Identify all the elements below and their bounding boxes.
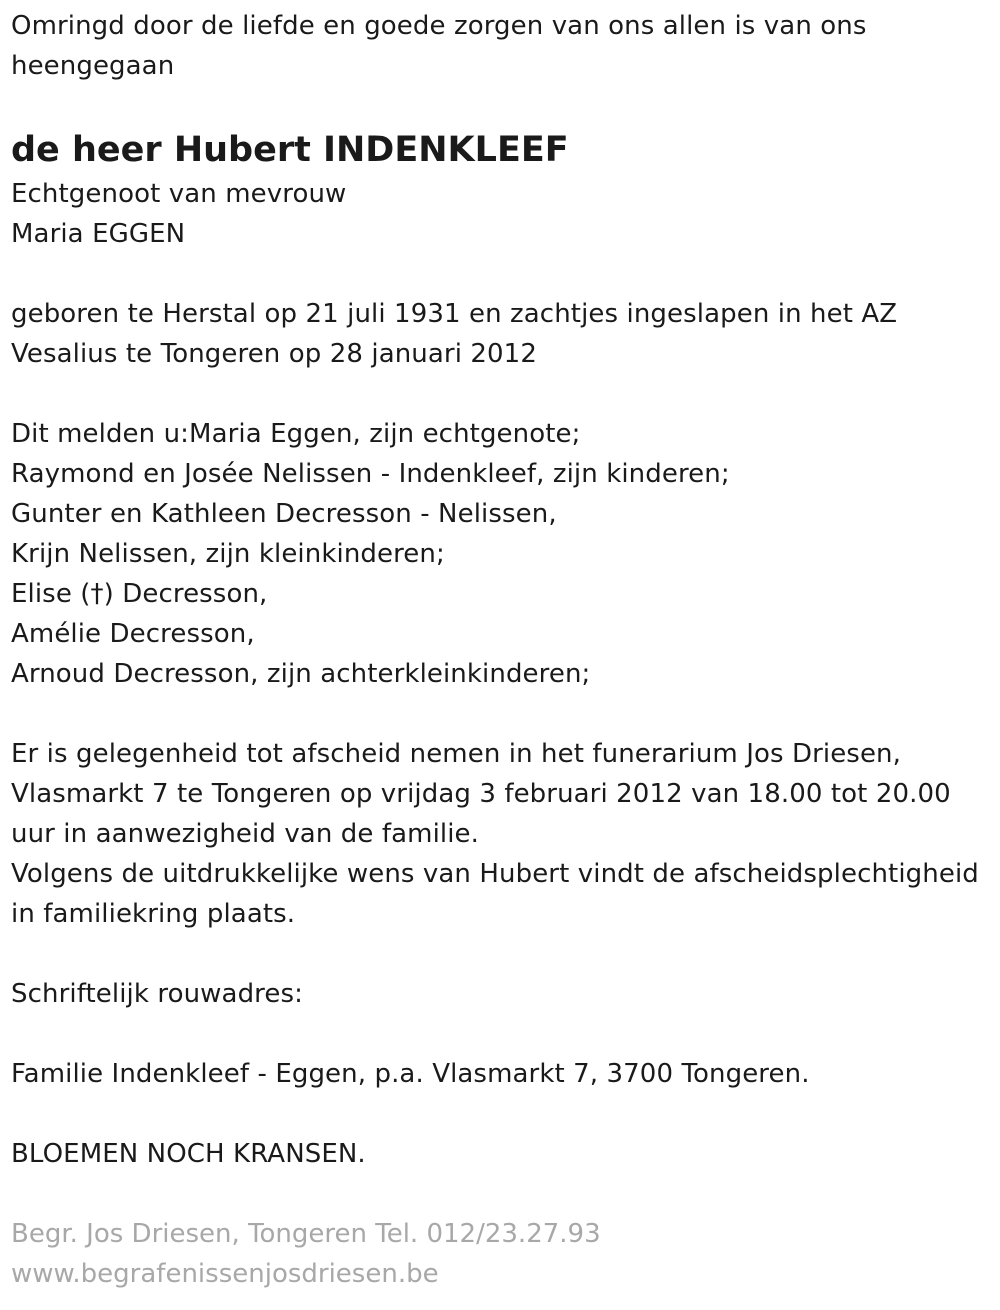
- farewell-line: Er is gelegenheid tot afscheid nemen in het funerarium Jos Driesen,: [11, 739, 901, 769]
- spouse-info: [11, 174, 991, 254]
- spacer: [11, 374, 991, 414]
- farewell-line: Vlasmarkt 7 te Tongeren op vrijdag 3 februari 2012 van 18.00 tot 20.00: [11, 779, 951, 809]
- undertaker-footer: [11, 1214, 991, 1294]
- family-line: Dit melden u:Maria Eggen, zijn echtgenote;: [11, 419, 581, 449]
- farewell-line: in familiekring plaats.: [11, 899, 296, 929]
- flowers-notice: BLOEMEN NOCH KRANSEN.: [11, 1139, 366, 1169]
- intro-text: [11, 6, 991, 86]
- family-line: Gunter en Kathleen Decresson - Nelissen,: [11, 499, 557, 529]
- intro-line: heengegaan: [11, 51, 175, 81]
- spacer: [11, 934, 991, 974]
- family-line: Arnoud Decresson, zijn achterkleinkinderen;: [11, 659, 591, 689]
- family-line: Elise (†) Decresson,: [11, 579, 268, 609]
- birth-death-info: [11, 294, 991, 374]
- farewell-info: [11, 734, 991, 934]
- birth-death-line: geboren te Herstal op 21 juli 1931 en zachtjes ingeslapen in het AZ: [11, 299, 898, 329]
- family-line: Raymond en Josée Nelissen - Indenkleef, zijn kinderen;: [11, 459, 730, 489]
- family-list: [11, 414, 991, 694]
- deceased-name: de heer Hubert INDENKLEEF: [11, 130, 569, 170]
- intro-line: Omringd door de liefde en goede zorgen van ons allen is van ons: [11, 11, 867, 41]
- undertaker-contact: Begr. Jos Driesen, Tongeren Tel. 012/23.27.93: [11, 1219, 601, 1249]
- address-value: Familie Indenkleef - Eggen, p.a. Vlasmarkt 7, 3700 Tongeren.: [11, 1059, 810, 1089]
- spouse-name: Maria EGGEN: [11, 219, 186, 249]
- undertaker-website: www.begrafenissenjosdriesen.be: [11, 1259, 439, 1289]
- farewell-line: uur in aanwezigheid van de familie.: [11, 819, 479, 849]
- spacer: [11, 694, 991, 734]
- spacer: [11, 1094, 991, 1134]
- spouse-line: Echtgenoot van mevrouw: [11, 179, 347, 209]
- spacer: [11, 1014, 991, 1054]
- farewell-line: Volgens de uitdrukkelijke wens van Hubert vindt de afscheidsplechtigheid: [11, 859, 979, 889]
- family-line: Amélie Decresson,: [11, 619, 255, 649]
- address-label: Schriftelijk rouwadres:: [11, 979, 303, 1009]
- birth-death-line: Vesalius te Tongeren op 28 januari 2012: [11, 339, 537, 369]
- obituary-document: [11, 6, 991, 1294]
- family-line: Krijn Nelissen, zijn kleinkinderen;: [11, 539, 445, 569]
- spacer: [11, 254, 991, 294]
